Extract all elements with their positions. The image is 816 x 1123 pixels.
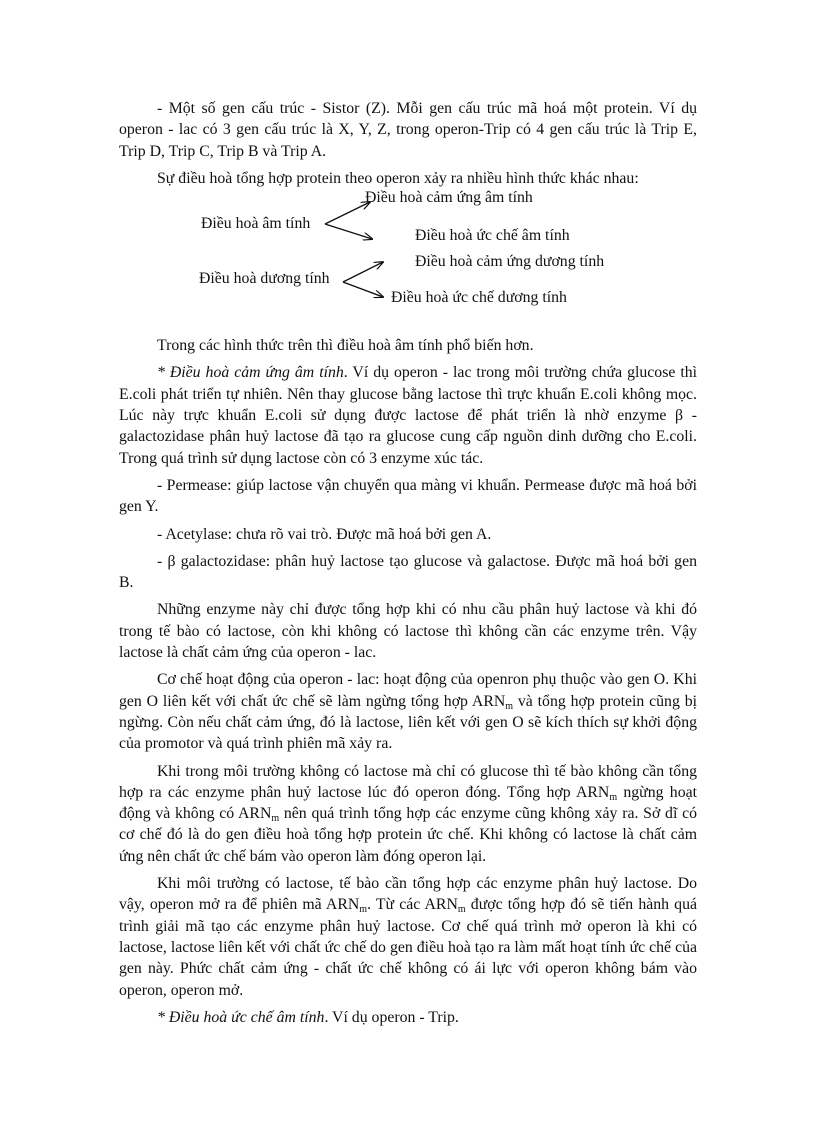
arrow-neg-induce (325, 202, 370, 224)
arrow-pos-repress (343, 282, 383, 297)
regulation-diagram (119, 189, 697, 331)
arrow-neg-repress (325, 224, 372, 239)
paragraph-no-lactose: Khi trong môi trường không có lactose mà chỉ có glucose thì tế bào không cần tổng hợp ra các enzyme phân huỷ lactose lúc đó operon đóng. Tổng hợp $ARN_m$ ngừng hoạt động và không có $ARN_m$ nên quá trình tổng hợp các enzyme cũng không xảy ra. Sở dĩ có cơ chế đó là do gen điều hoà tổng hợp protein ức chế. Khi không có lactose là chất cảm ứng nên chất ức chế bám vào operon làm đóng operon lại. (119, 762, 697, 865)
heading-negative-induction: * Điều hoà cảm ứng âm tính (157, 364, 344, 382)
label-positive-regulation: Điều hoà dương tính (199, 270, 330, 288)
paragraph-enzymes: Những enzyme này chỉ được tổng hợp khi có nhu cầu phân huỷ lactose và khi đó trong tế bào có lactose, còn khi không có lactose thì không cần các enzyme trên. Vậy lactose là chất cảm ứng của operon - lac. (119, 601, 697, 662)
document-page (119, 98, 697, 1034)
paragraph-permease: - Permease: giúp lactose vận chuyển qua màng vi khuẩn. Permease được mã hoá bởi gen Y. (119, 476, 697, 516)
paragraph-structural-genes: - Một số gen cấu trúc - Sistor (Z). Mỗi gen cấu trúc mã hoá một protein. Ví dụ operon - lac có 3 gen cấu trúc là X, Y, Z, trong operon-Trip có 4 gen cấu trúc là Trip E, Trip D, Trip C, Trip B và Trip A. (119, 100, 697, 160)
paragraph-mechanism: Cơ chế hoạt động của operon - lac: hoạt động của openron phụ thuộc vào gen O. Khi gen O liên kết với chất ức chế sẽ làm ngừng tổng hợp $ARN_m$ và tổng hợp protein cũng bị ngừng. Còn nếu chất cảm ứng, đó là lactose, liên kết với gen O sẽ kích thích sự khởi động của promotor và quá trình phiên mã xảy ra. (119, 671, 697, 753)
paragraph-with-lactose: Khi môi trường có lactose, tế bào cần tổng hợp các enzyme phân huỷ lactose. Do vậy, operon mở ra để phiên mã $ARN_m$. Từ các $ARN_m$ được tổng hợp đó sẽ tiến hành quá trình giải mã tạo các enzyme phân huỷ lactose. Cơ chế quá trình mở operon là khi có lactose, lactose liên kết với chất ức chế do gen điều hoà tạo ra làm mất hoạt tính ức chế của gen này. Phức chất cảm ứng - chất ức chế không có ái lực với operon không bám vào operon, operon mở. (119, 875, 697, 999)
heading-negative-repression: * Điều hoà ức chế âm tính (157, 1008, 325, 1026)
paragraph-negative-repression: * Điều hoà ức chế âm tính. Ví dụ operon - Trip. (157, 1008, 459, 1026)
paragraph-galactozidase: - β galactozidase: phân huỷ lactose tạo glucose và galactose. Được mã hoá bởi gen B. (119, 552, 697, 592)
label-negative-repression: Điều hoà ức chế âm tính (415, 227, 570, 245)
label-positive-repression: Điều hoà ức chế dương tính (391, 289, 567, 307)
label-positive-induction: Điều hoà cảm ứng dương tính (415, 253, 605, 271)
paragraph-negative-induction: * Điều hoà cảm ứng âm tính. Ví dụ operon - lac trong môi trường chứa glucose thì E.coli phát triển tự nhiên. Nên thay glucose bằng lactose thì trực khuẩn E.coli không mọc. Lúc này trực khuẩn E.coli sử dụng được lactose để phát triển là nhờ enzyme β - galactozidase phân huỷ lactose đã tạo ra glucose cung cấp nguồn dinh dưỡng cho E.coli. Trong quá trình sử dụng lactose còn có 3 enzyme xúc tác. (119, 364, 698, 467)
paragraph-negative-common: Trong các hình thức trên thì điều hoà âm tính phổ biến hơn. (157, 337, 534, 355)
paragraph-regulation-forms: Sự điều hoà tổng hợp protein theo operon xảy ra nhiều hình thức khác nhau: (157, 169, 639, 187)
arrow-pos-induce (343, 262, 383, 282)
label-negative-induction: Điều hoà cảm ứng âm tính (365, 189, 533, 207)
label-negative-regulation: Điều hoà âm tính (201, 215, 311, 233)
paragraph-acetylase: - Acetylase: chưa rõ vai trò. Được mã hoá bởi gen A. (157, 525, 492, 543)
